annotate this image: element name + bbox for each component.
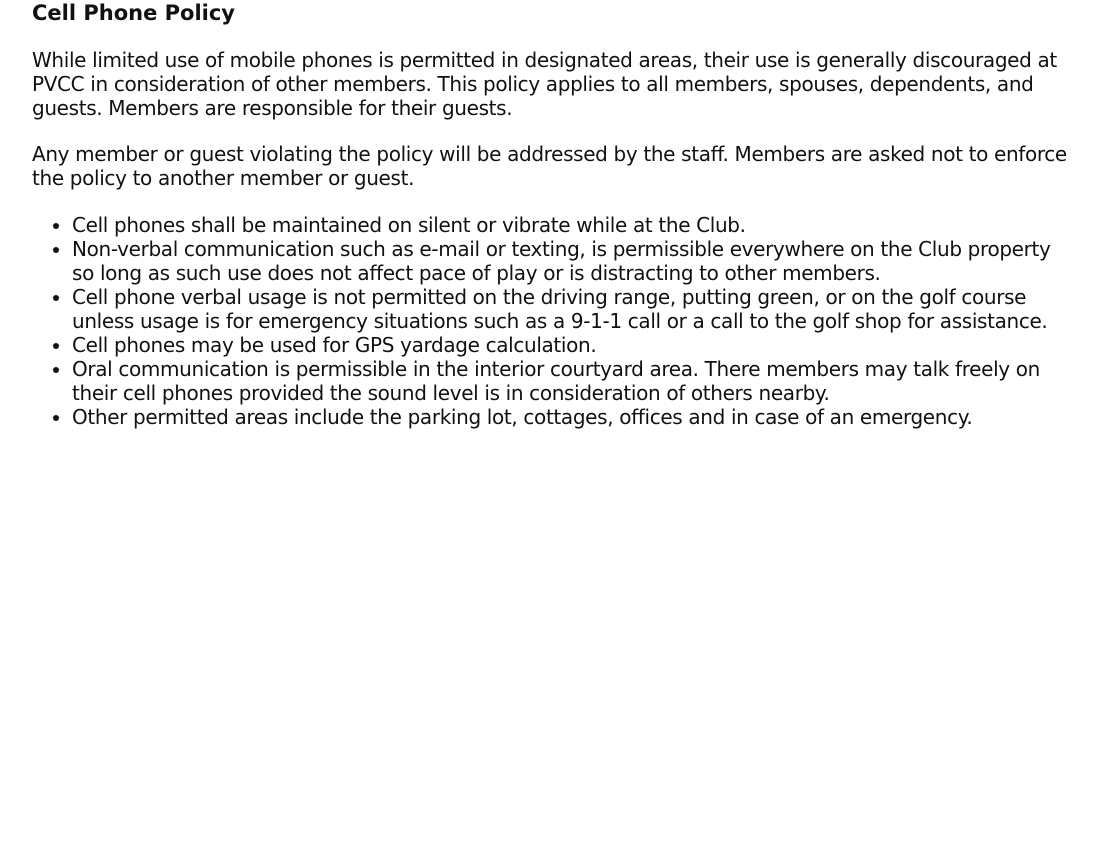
- page-title: Cell Phone Policy: [32, 1, 235, 25]
- list-item: • Cell phones shall be maintained on silent or vibrate while at the Club.: [72, 213, 1068, 237]
- list-item: • Cell phones may be used for GPS yardage calculation.: [72, 333, 1068, 357]
- list-item: • Cell phone verbal usage is not permitted on the driving range, putting green, or on the golf course unless usage is for emergency situations such as a 9-1-1 call or a call to the golf shop for assistance.: [72, 285, 1068, 333]
- list-item: • Oral communication is permissible in the interior courtyard area. There members may talk freely on their cell phones provided the sound level is in consideration of others nearby.: [72, 357, 1068, 405]
- list-item: • Other permitted areas include the parking lot, cottages, offices and in case of an emergency.: [72, 405, 1068, 429]
- list-item: • Non-verbal communication such as e-mail or texting, is permissible everywhere on the Club property so long as such use does not affect pace of play or is distracting to other members.: [72, 237, 1068, 285]
- policy-rules-list: [32, 213, 1068, 429]
- enforcement-paragraph: Any member or guest violating the policy will be addressed by the staff. Members are asked not to enforce the policy to another member or guest.: [32, 142, 1067, 190]
- intro-paragraph: While limited use of mobile phones is permitted in designated areas, their use is generally discouraged at PVCC in consideration of other members. This policy applies to all members, spouses, dependents, and guests. Members are responsible for their guests.: [32, 48, 1057, 120]
